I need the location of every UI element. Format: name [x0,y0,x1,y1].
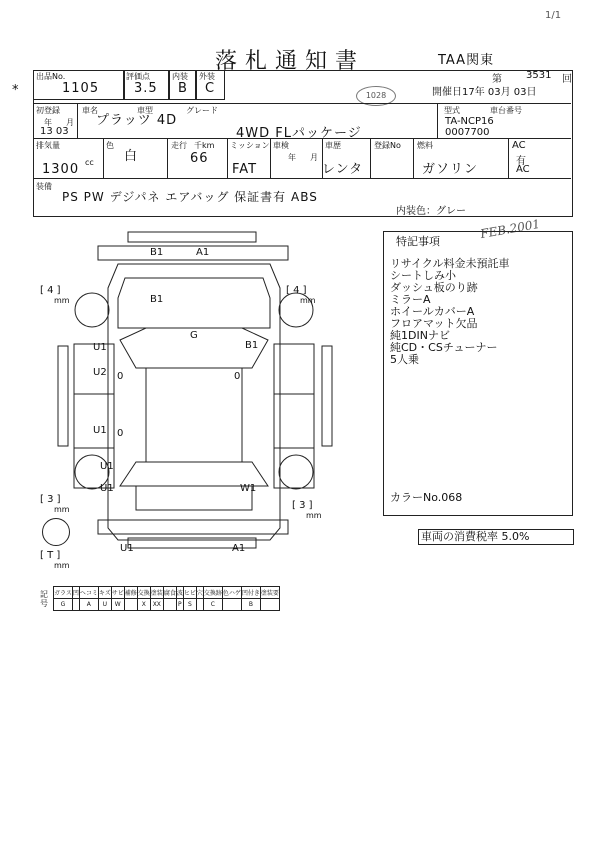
car-name-value: プラッツ 4D [96,113,178,128]
mark-u1-wheel-2: U1 [100,483,114,494]
legend-head: 補修 [124,587,137,599]
exhibit-label: 出品No. [36,72,66,81]
tire-left-rear: [ 3 ] [40,494,61,505]
reg-label: 登録No [374,141,401,150]
km-label: 走行 [171,141,187,150]
color-value: 白 [124,149,139,164]
lot-prefix: 第 [492,74,502,85]
note-line: ミラーA [390,293,431,306]
legend-head: 腐食 [163,587,176,599]
stamp-text: 1028 [365,91,387,100]
mark-w1: W1 [240,483,257,494]
chassis-value: 0007700 [445,127,490,138]
mm-unit: mm [54,296,70,305]
tire-left-front: [ 4 ] [40,285,61,296]
history-value: レンタ [322,162,364,177]
fuel-label: 燃料 [417,141,433,150]
legend-head: 塗装 [150,587,163,599]
mark-u1-left-rear: U1 [93,425,107,436]
legend-code: XX [150,599,163,611]
mark-b1-right-front: B1 [245,340,259,351]
cc-unit: cc [85,158,94,167]
mark-a1-top: A1 [196,247,210,258]
km-unit: 千km [194,141,215,150]
color-label: 色 [106,141,114,150]
type-label: 車型 [137,106,153,115]
note-line: フロアマット欠品 [390,317,478,330]
legend-code: A [79,599,98,611]
inspect-year: 年 [288,153,296,162]
legend-code: X [137,599,150,611]
mark-o3: 0 [117,428,124,439]
ac-value-2: AC [516,164,530,175]
special-notes-box [383,231,573,516]
legend-label: 記号 [40,590,48,608]
mark-a1-bottom: A1 [232,543,246,554]
tire-right-rear: [ 3 ] [292,500,313,511]
color-number: カラーNo.068 [390,491,463,504]
mission-label: ミッション [230,141,270,150]
grade-value: 4WD FLパッケージ [236,126,362,141]
mm-unit: mm [306,511,322,520]
interior-value: B [178,81,188,96]
tire-spare: [ T ] [40,550,61,561]
mark-o2: 0 [234,371,241,382]
legend-code: B [241,599,260,611]
equip-label: 装備 [36,182,52,191]
tax-rate: 車両の消費税率 5.0% [418,529,574,545]
model-value: TA-NCP16 [445,116,494,127]
legend-head: 塗装要 [260,587,279,599]
star-mark: * [12,83,20,98]
tire-right-front: [ 4 ] [286,285,307,296]
legend-code: G [54,599,73,611]
ac-value-1: 有 [516,156,526,167]
chassis-label: 車台番号 [490,106,522,115]
name-label: 車名 [82,106,98,115]
exterior-value: C [205,81,216,96]
mark-b1-hood: B1 [150,294,164,305]
exhibit-value: 1105 [62,81,100,96]
mm-unit: mm [54,561,70,570]
document-title: 落札通知書 [215,49,366,74]
firstreg-month-label: 月 [66,118,74,127]
legend-head: 穴 [196,587,203,599]
km-value: 66 [190,151,209,166]
note-line: 純CD・CSチューナー [390,341,498,354]
equip-value: PS PW デジパネ エアバッグ 保証書有 ABS [62,190,318,204]
inspect-label: 車検 [273,141,289,150]
legend-head: 波 [176,587,183,599]
legend-code: P [176,599,183,611]
page-number: 1/1 [545,10,562,21]
score-value: 3.5 [134,81,158,96]
cc-label: 排気量 [36,141,60,150]
ac-label: AC [512,140,526,151]
firstreg-value: 13 03 [40,126,69,137]
legend-head: 色ハゲ [222,587,241,599]
legend-head: ヒビ [183,587,196,599]
mission-value: FAT [232,162,258,177]
note-line: シートしみ小 [390,269,456,282]
note-line: 純1DINナビ [390,329,450,342]
legend-head: 交換 [137,587,150,599]
interior-label: 内装 [172,72,188,81]
mark-g: G [190,330,198,341]
legend-head: 交換跡 [203,587,222,599]
fuel-value: ガソリン [422,162,479,177]
legend-head: ヘコミ [79,587,98,599]
firstreg-label: 初登録 [36,106,60,115]
note-line: ダッシュ板のり跡 [390,281,478,294]
legend-head: 凹付き [241,587,260,599]
lot-suffix: 回 [562,74,572,85]
special-notes-list [390,258,509,366]
score-label: 評価点 [126,72,150,81]
mark-b1-top: B1 [150,247,164,258]
legend-code: U [98,599,111,611]
inspect-month: 月 [310,153,318,162]
note-line: 5人乗 [390,353,419,366]
firstreg-year-label: 年 [44,118,52,127]
legend-head: サビ [111,587,124,599]
lot-number: 3531 [526,70,552,81]
mark-u1-bottom: U1 [120,543,134,554]
mark-u1-left-front: U1 [93,342,107,353]
grade-label: グレード [186,106,218,115]
legend-head: キズ [98,587,111,599]
mm-unit: mm [54,505,70,514]
mark-o1: 0 [117,371,124,382]
exterior-label: 外装 [199,72,215,81]
note-line: ホイールカバーA [390,305,475,318]
spare-tire-icon [42,518,70,546]
model-label: 型式 [444,106,460,115]
legend-code: C [203,599,222,611]
interior-color: 内装色：グレー [396,206,466,217]
cc-value: 1300 [42,162,80,177]
auction-name: TAA関東 [438,53,495,68]
held-date: 開催日17年 03月 03日 [432,87,537,98]
note-line: リサイクル料金未預託車 [390,257,510,270]
special-notes-title: 特記事項 [396,235,440,248]
legend-grid [53,586,280,611]
mark-u2: U2 [93,367,107,378]
history-label: 車歴 [325,141,341,150]
mark-u1-wheel: U1 [100,461,114,472]
mm-unit: mm [300,296,316,305]
legend-head: ガラス [54,587,73,599]
legend-code: W [111,599,124,611]
handwritten-date: FEB.2001 [479,216,542,242]
legend-code: S [183,599,196,611]
legend-head: 凹 [72,587,79,599]
